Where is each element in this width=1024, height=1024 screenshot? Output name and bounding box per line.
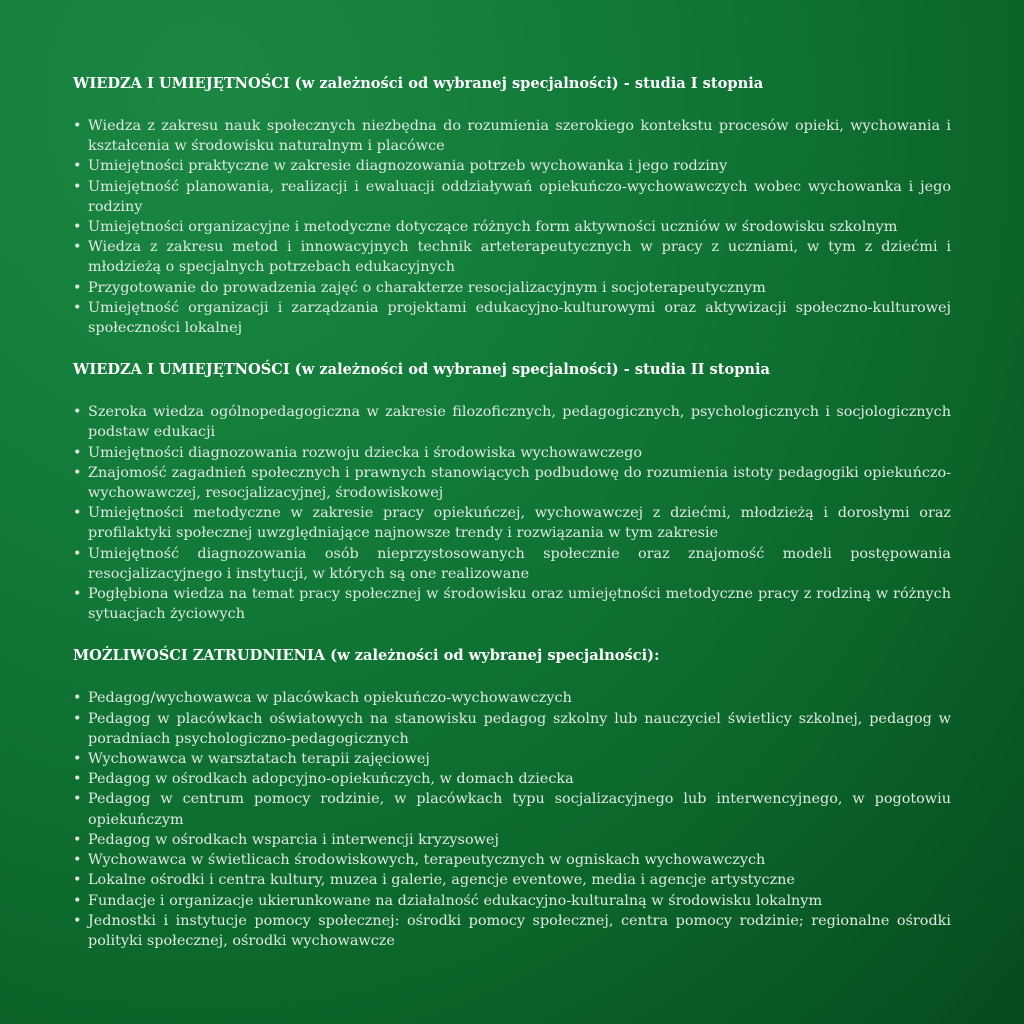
list-item: • Pedagog w placówkach oświatowych na stanowisku pedagog szkolny lub nauczyciel świetlicy szkolnej, pedagog w poradniach psychologiczno-pedagogicznych — [73, 709, 951, 749]
section-heading-first-degree: WIEDZA I UMIEJĘTNOŚCI (w zależności od wybranej specjalności) - studia I stopnia — [73, 75, 764, 92]
list-item: • Umiejętność organizacji i zarządzania projektami edukacyjno-kulturowymi oraz aktywizacji społeczno-kulturowej społeczności lokalnej — [73, 298, 951, 338]
bullet-list-employment — [73, 688, 951, 951]
bullet-list-first-degree — [73, 116, 951, 338]
list-item: • Wychowawca w świetlicach środowiskowych, terapeutycznych w ogniskach wychowawczych — [73, 850, 951, 870]
section-heading-second-degree: WIEDZA I UMIEJĘTNOŚCI (w zależności od wybranej specjalności) - studia II stopnia — [73, 361, 771, 379]
list-item: • Pedagog w centrum pomocy rodzinie, w placówkach typu socjalizacyjnego lub interwencyjnego, w pogotowiu opiekuńczym — [73, 789, 951, 829]
list-item: • Znajomość zagadnień społecznych i prawnych stanowiących podbudowę do rozumienia istoty pedagogiki opiekuńczo-wychowawczej, resocjalizacyjnej, środowiskowej — [73, 463, 951, 503]
list-item: • Lokalne ośrodki i centra kultury, muzea i galerie, agencje eventowe, media i agencje artystyczne — [73, 870, 951, 890]
list-item: • Szeroka wiedza ogólnopedagogiczna w zakresie filozoficznych, pedagogicznych, psychologicznych i socjologicznych podstaw edukacji — [73, 402, 951, 442]
list-item: • Jednostki i instytucje pomocy społecznej: ośrodki pomocy społecznej, centra pomocy rodzinie; regionalne ośrodki polityki społecznej, ośrodki wychowawcze — [73, 911, 951, 951]
list-item: • Fundacje i organizacje ukierunkowane na działalność edukacyjno-kulturalną w środowisku lokalnym — [73, 891, 951, 911]
list-item: • Przygotowanie do prowadzenia zajęć o charakterze resocjalizacyjnym i socjoterapeutycznym — [73, 278, 951, 298]
list-item: • Umiejętność diagnozowania osób nieprzystosowanych społecznie oraz znajomość modeli postępowania resocjalizacyjnego i instytucji, w których są one realizowane — [73, 544, 951, 584]
list-item: • Pedagog/wychowawca w placówkach opiekuńczo-wychowawczych — [73, 688, 951, 708]
list-item: • Umiejętności praktyczne w zakresie diagnozowania potrzeb wychowanka i jego rodziny — [73, 156, 951, 176]
list-item: • Umiejętności organizacyjne i metodyczne dotyczące różnych form aktywności uczniów w środowisku szkolnym — [73, 217, 951, 237]
document-page — [73, 74, 951, 973]
bullet-list-second-degree — [73, 402, 951, 624]
list-item: • Umiejętności metodyczne w zakresie pracy opiekuńczej, wychowawczej z dziećmi, młodzieżą i dorosłymi oraz profilaktyki społecznej uwzględniające najnowsze trendy i rozwiązania w tym zakresie — [73, 503, 951, 543]
list-item: • Pedagog w ośrodkach adopcyjno-opiekuńczych, w domach dziecka — [73, 769, 951, 789]
list-item: • Umiejętność planowania, realizacji i ewaluacji oddziaływań opiekuńczo-wychowawczych wobec wychowanka i jego rodziny — [73, 177, 951, 217]
list-item: • Pedagog w ośrodkach wsparcia i interwencji kryzysowej — [73, 830, 951, 850]
section-heading-employment: MOŻLIWOŚCI ZATRUDNIENIA (w zależności od wybranej specjalności): — [73, 647, 660, 665]
list-item: • Pogłębiona wiedza na temat pracy społecznej w środowisku oraz umiejętności metodyczne pracy z rodziną w różnych sytuacjach życiowych — [73, 584, 951, 624]
list-item: • Umiejętności diagnozowania rozwoju dziecka i środowiska wychowawczego — [73, 443, 951, 463]
list-item: • Wiedza z zakresu metod i innowacyjnych technik arteterapeutycznych w pracy z uczniami, w tym z dziećmi i młodzieżą o specjalnych potrzebach edukacyjnych — [73, 237, 951, 277]
list-item: • Wychowawca w warsztatach terapii zajęciowej — [73, 749, 951, 769]
list-item: • Wiedza z zakresu nauk społecznych niezbędna do rozumienia szerokiego kontekstu procesów opieki, wychowania i kształcenia w środowisku naturalnym i placówce — [73, 116, 951, 156]
